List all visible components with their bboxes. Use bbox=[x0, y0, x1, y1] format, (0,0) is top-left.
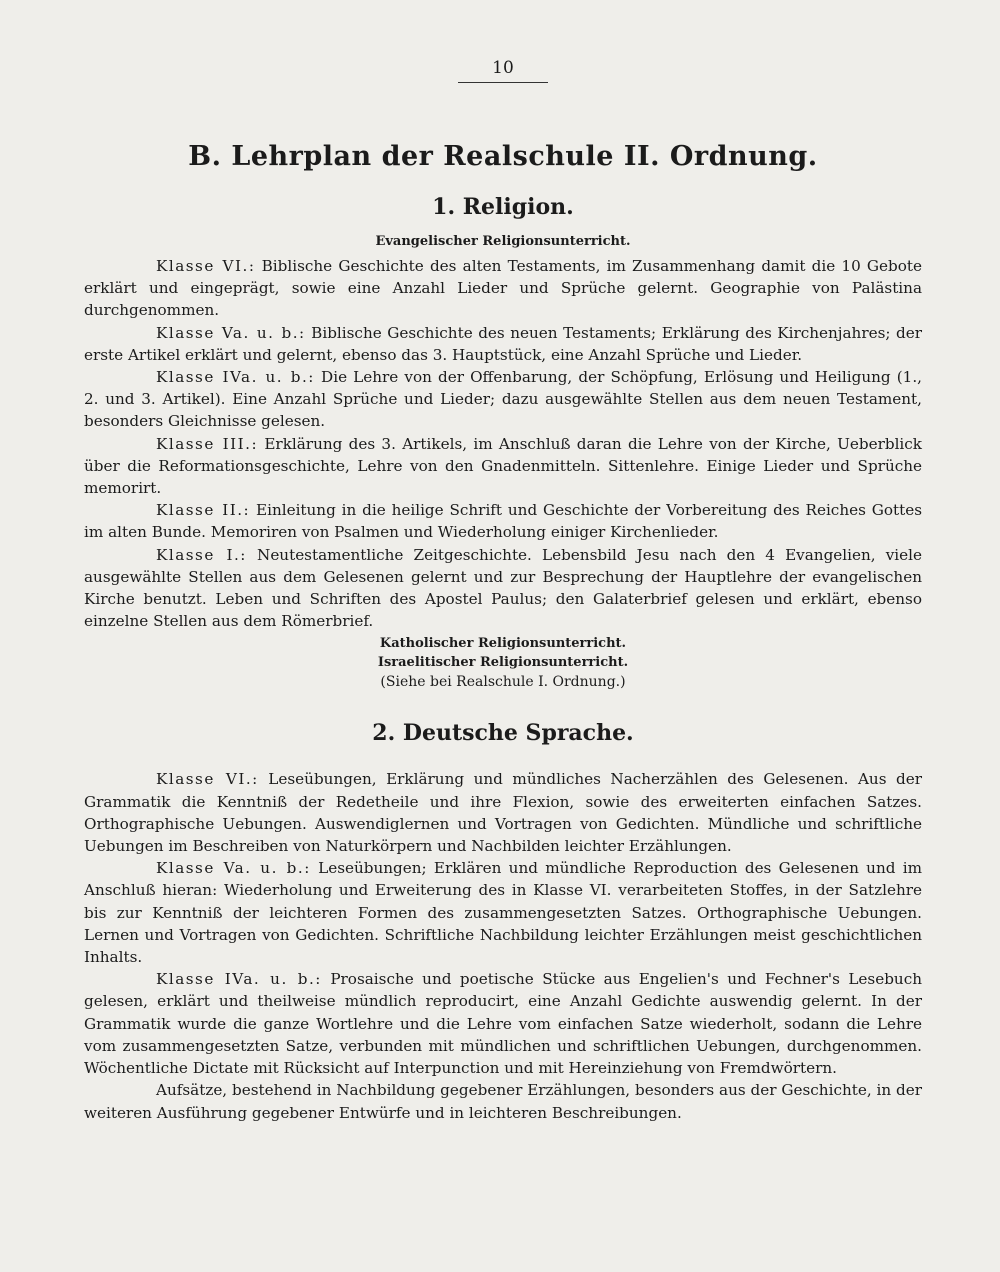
class-label: Klasse II.: bbox=[156, 501, 251, 520]
class-label: Klasse Va. u. b.: bbox=[156, 859, 311, 878]
paragraph bbox=[84, 968, 922, 1079]
paragraph bbox=[84, 1079, 922, 1123]
paragraph bbox=[84, 433, 922, 500]
class-label: Klasse I.: bbox=[156, 545, 247, 564]
section-german bbox=[84, 720, 922, 1123]
subheading-jewish: Israelitischer Religionsunterricht. bbox=[377, 655, 629, 671]
paragraph bbox=[84, 768, 922, 857]
section-title-german: 2. Deutsche Sprache. bbox=[372, 720, 634, 747]
paragraph bbox=[84, 322, 922, 366]
paragraph-text: Erklärung des 3. Artikels, im Anschluß daran die Lehre von der Kirche, Ueberblick über die Reformationsgeschichte, Lehre von den Gnadenmitteln. Sittenlehre. Einige Lieder und Sprüche memorirt. bbox=[84, 434, 922, 498]
main-title: B. Lehrplan der Realschule II. Ordnung. bbox=[188, 141, 818, 172]
paragraph-text: Die Lehre von der Offenbarung, der Schöpfung, Erlösung und Heiligung (1., 2. und 3. Artikel). Eine Anzahl Sprüche und Lieder; dazu ausgewählte Stellen aus dem neuen Testament, besonders Gleichnisse gelesen. bbox=[84, 368, 922, 431]
paragraph-text: Prosaische und poetische Stücke aus Engelien's und Fechner's Lesebuch gelesen, erklärt und theilweise mündlich reproducirt, eine Anzahl Gedichte auswendig gelernt. In der Grammatik wurde die ganze Wortlehre und die Lehre vom einfachen Satze wiederholt, sodann die Lehre vom zusammengesetzten Satze, verbunden mit mündlichen und schriftlichen Uebungen, durchgenommen. Wöchentliche Dictate mit Rücksicht auf Interpunction und mit Hereinziehung von Fremdwörtern. bbox=[84, 970, 922, 1078]
paragraph-text: Aufsätze, bestehend in Nachbildung gegebener Erzählungen, besonders aus der Geschichte, in der weiteren Ausführung gegebener Entwürfe und in leichteren Beschreibungen. bbox=[84, 1081, 922, 1122]
paragraph-text: Biblische Geschichte des neuen Testaments; Erklärung des Kirchenjahres; der erste Artikel erklärt und gelernt, ebenso das 3. Hauptstück, eine Anzahl Sprüche und Lieder. bbox=[84, 323, 922, 364]
paragraph-text: Einleitung in die heilige Schrift und Geschichte der Vorbereitung des Reiches Gottes im alten Bunde. Memoriren von Psalmen und Wiederholung einiger Kirchenlieder. bbox=[84, 501, 923, 542]
section-title-religion: 1. Religion. bbox=[432, 194, 574, 220]
class-label: Klasse Va. u. b.: bbox=[156, 323, 306, 342]
subheading-evangelical: Evangelischer Religionsunterricht. bbox=[375, 234, 631, 249]
paragraph bbox=[84, 544, 922, 633]
reference-note: (Siehe bei Realschule I. Ordnung.) bbox=[380, 674, 626, 691]
section-religion bbox=[84, 194, 922, 690]
paragraph-text: Leseübungen, Erklärung und mündliches Nacherzählen des Gelesenen. Aus der Grammatik die Kenntniß der Redetheile und ihre Flexion, sowie des erweiterten einfachen Satzes. Orthographische Uebungen. Auswendiglernen und Vortragen von Gedichten. Mündliche und schriftliche Uebungen im Beschreiben von Naturkörpern und Nachbilden leichter Erzählungen. bbox=[84, 770, 923, 856]
class-label: Klasse III.: bbox=[156, 434, 259, 453]
class-label: Klasse VI.: bbox=[156, 770, 259, 789]
class-label: Klasse VI.: bbox=[156, 257, 256, 275]
paragraph bbox=[84, 366, 922, 433]
paragraph-text: Neutestamentliche Zeitgeschichte. Lebensbild Jesu nach den 4 Evangelien, viele ausgewählte Stellen aus dem Gelesenen gelernt und zur Besprechung der Hauptlehre der evangelischen Kirche benutzt. Leben und Schriften des Apostel Paulus; den Galaterbrief gelesen und erklärt, ebenso einzelne Stellen aus dem Römerbrief. bbox=[84, 545, 922, 631]
paragraph bbox=[84, 857, 922, 968]
class-label: Klasse IVa. u. b.: bbox=[156, 970, 322, 989]
paragraph bbox=[84, 499, 922, 543]
page-number: 10 bbox=[458, 58, 548, 83]
subheading-catholic: Katholischer Religionsunterricht. bbox=[379, 636, 627, 652]
paragraph bbox=[84, 255, 922, 322]
class-label: Klasse IVa. u. b.: bbox=[156, 368, 315, 387]
paragraph-text: Leseübungen; Erklären und mündliche Reproduction des Gelesenen und im Anschluß hieran: Wiederholung und Erweiterung des in Klasse VI. verarbeiteten Stoffes, in der Satzlehre bis zur Kenntniß der leichteren Formen des zusammengesetzten Satzes. Orthographische Uebungen. Lernen und Vortragen von Gedichten. Schriftliche Nachbildung leichter Erzählungen meist geschichtlichen Inhalts. bbox=[84, 859, 922, 967]
paragraph-text: Biblische Geschichte des alten Testaments, im Zusammenhang damit die 10 Gebote erklärt und eingeprägt, sowie eine Anzahl Lieder und Sprüche gelernt. Geographie von Palästina durchgenommen. bbox=[84, 257, 922, 320]
